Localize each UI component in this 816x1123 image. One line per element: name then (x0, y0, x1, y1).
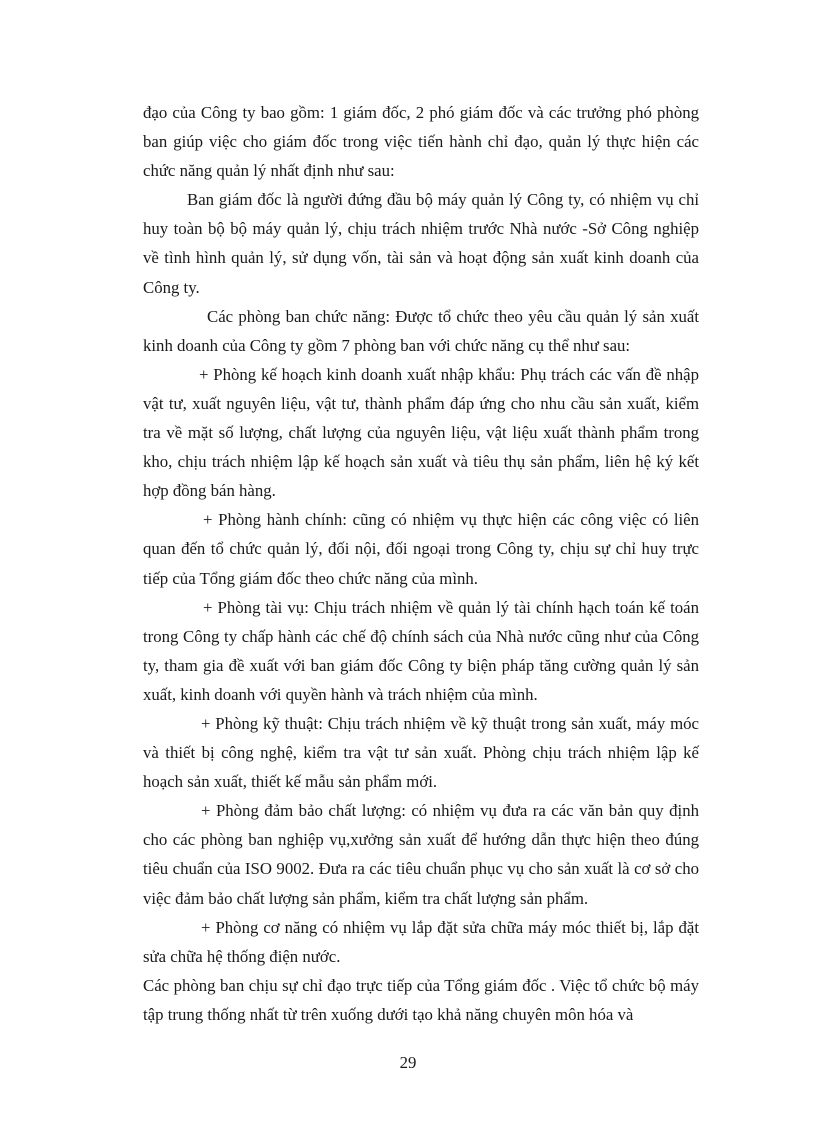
paragraph-planning-department: + Phòng kế hoạch kinh doanh xuất nhập khẩu: Phụ trách các vấn đề nhập vật tư, xuất nguyên liệu, vật tư, thành phẩm đáp ứng cho nhu cầu sản xuất, kiểm tra về mặt số lượng, chất lượng của nguyên liệu, vật liệu xuất thành phẩm trong kho, chịu trách nhiệm lập kế hoạch sản xuất và tiêu thụ sản phẩm, liên hệ ký kết hợp đồng bán hàng. (143, 364, 699, 501)
paragraph-finance-department: + Phòng tài vụ: Chịu trách nhiệm về quản lý tài chính hạch toán kế toán trong Công ty chấp hành các chế độ chính sách của Nhà nước cũng như của Công ty, tham gia đề xuất với ban giám đốc Công ty biện pháp tăng cường quản lý sản xuất, kinh doanh với quyền hành và trách nhiệm của mình. (143, 597, 699, 704)
paragraph-closing: Các phòng ban chịu sự chỉ đạo trực tiếp của Tổng giám đốc . Việc tổ chức bộ máy tập trung thống nhất từ trên xuống dưới tạo khả năng chuyên môn hóa và (143, 975, 699, 1024)
paragraph-quality-department: + Phòng đảm bảo chất lượng: có nhiệm vụ đưa ra các văn bản quy định cho các phòng ban nghiệp vụ,xưởng sản xuất để hướng dẫn thực hiện theo đúng tiêu chuẩn của ISO 9002. Đưa ra các tiêu chuẩn phục vụ cho sản xuất là cơ sở cho việc đảm bảo chất lượng sản phẩm, kiểm tra chất lượng sản phẩm. (143, 801, 699, 908)
paragraph-technical-department: + Phòng kỹ thuật: Chịu trách nhiệm về kỹ thuật trong sản xuất, máy móc và thiết bị công nghệ, kiểm tra vật tư sản xuất. Phòng chịu trách nhiệm lập kế hoạch sản xuất, thiết kế mẫu sản phẩm mới. (143, 713, 699, 792)
paragraph-administration-department: + Phòng hành chính: cũng có nhiệm vụ thực hiện các công việc có liên quan đến tổ chức quản lý, đối nội, đối ngoại trong Công ty, chịu sự chỉ huy trực tiếp của Tổng giám đốc theo chức năng của mình. (143, 510, 699, 588)
page-number: 29 (399, 1053, 417, 1072)
body-text (143, 98, 699, 1029)
paragraph-board-of-directors: Ban giám đốc là người đứng đầu bộ máy quản lý Công ty, có nhiệm vụ chỉ huy toàn bộ bộ máy quản lý, chịu trách nhiệm trước Nhà nước -Sở Công nghiệp về tình hình quản lý, sử dụng vốn, tài sản và hoạt động sản xuất kinh doanh của Công ty. (143, 190, 699, 297)
paragraph-mechanical-department: + Phòng cơ năng có nhiệm vụ lắp đặt sửa chữa máy móc thiết bị, lắp đặt sửa chữa hệ thống điện nước. (143, 917, 699, 966)
paragraph-intro: đạo của Công ty bao gồm: 1 giám đốc, 2 phó giám đốc và các trưởng phó phòng ban giúp việc cho giám đốc trong việc tiến hành chỉ đạo, quản lý thực hiện các chức năng quản lý nhất định như sau: (143, 103, 699, 181)
paragraph-functional-departments: Các phòng ban chức năng: Được tổ chức theo yêu cầu quản lý sản xuất kinh doanh của Công ty gồm 7 phòng ban với chức năng cụ thể như sau: (143, 306, 699, 355)
